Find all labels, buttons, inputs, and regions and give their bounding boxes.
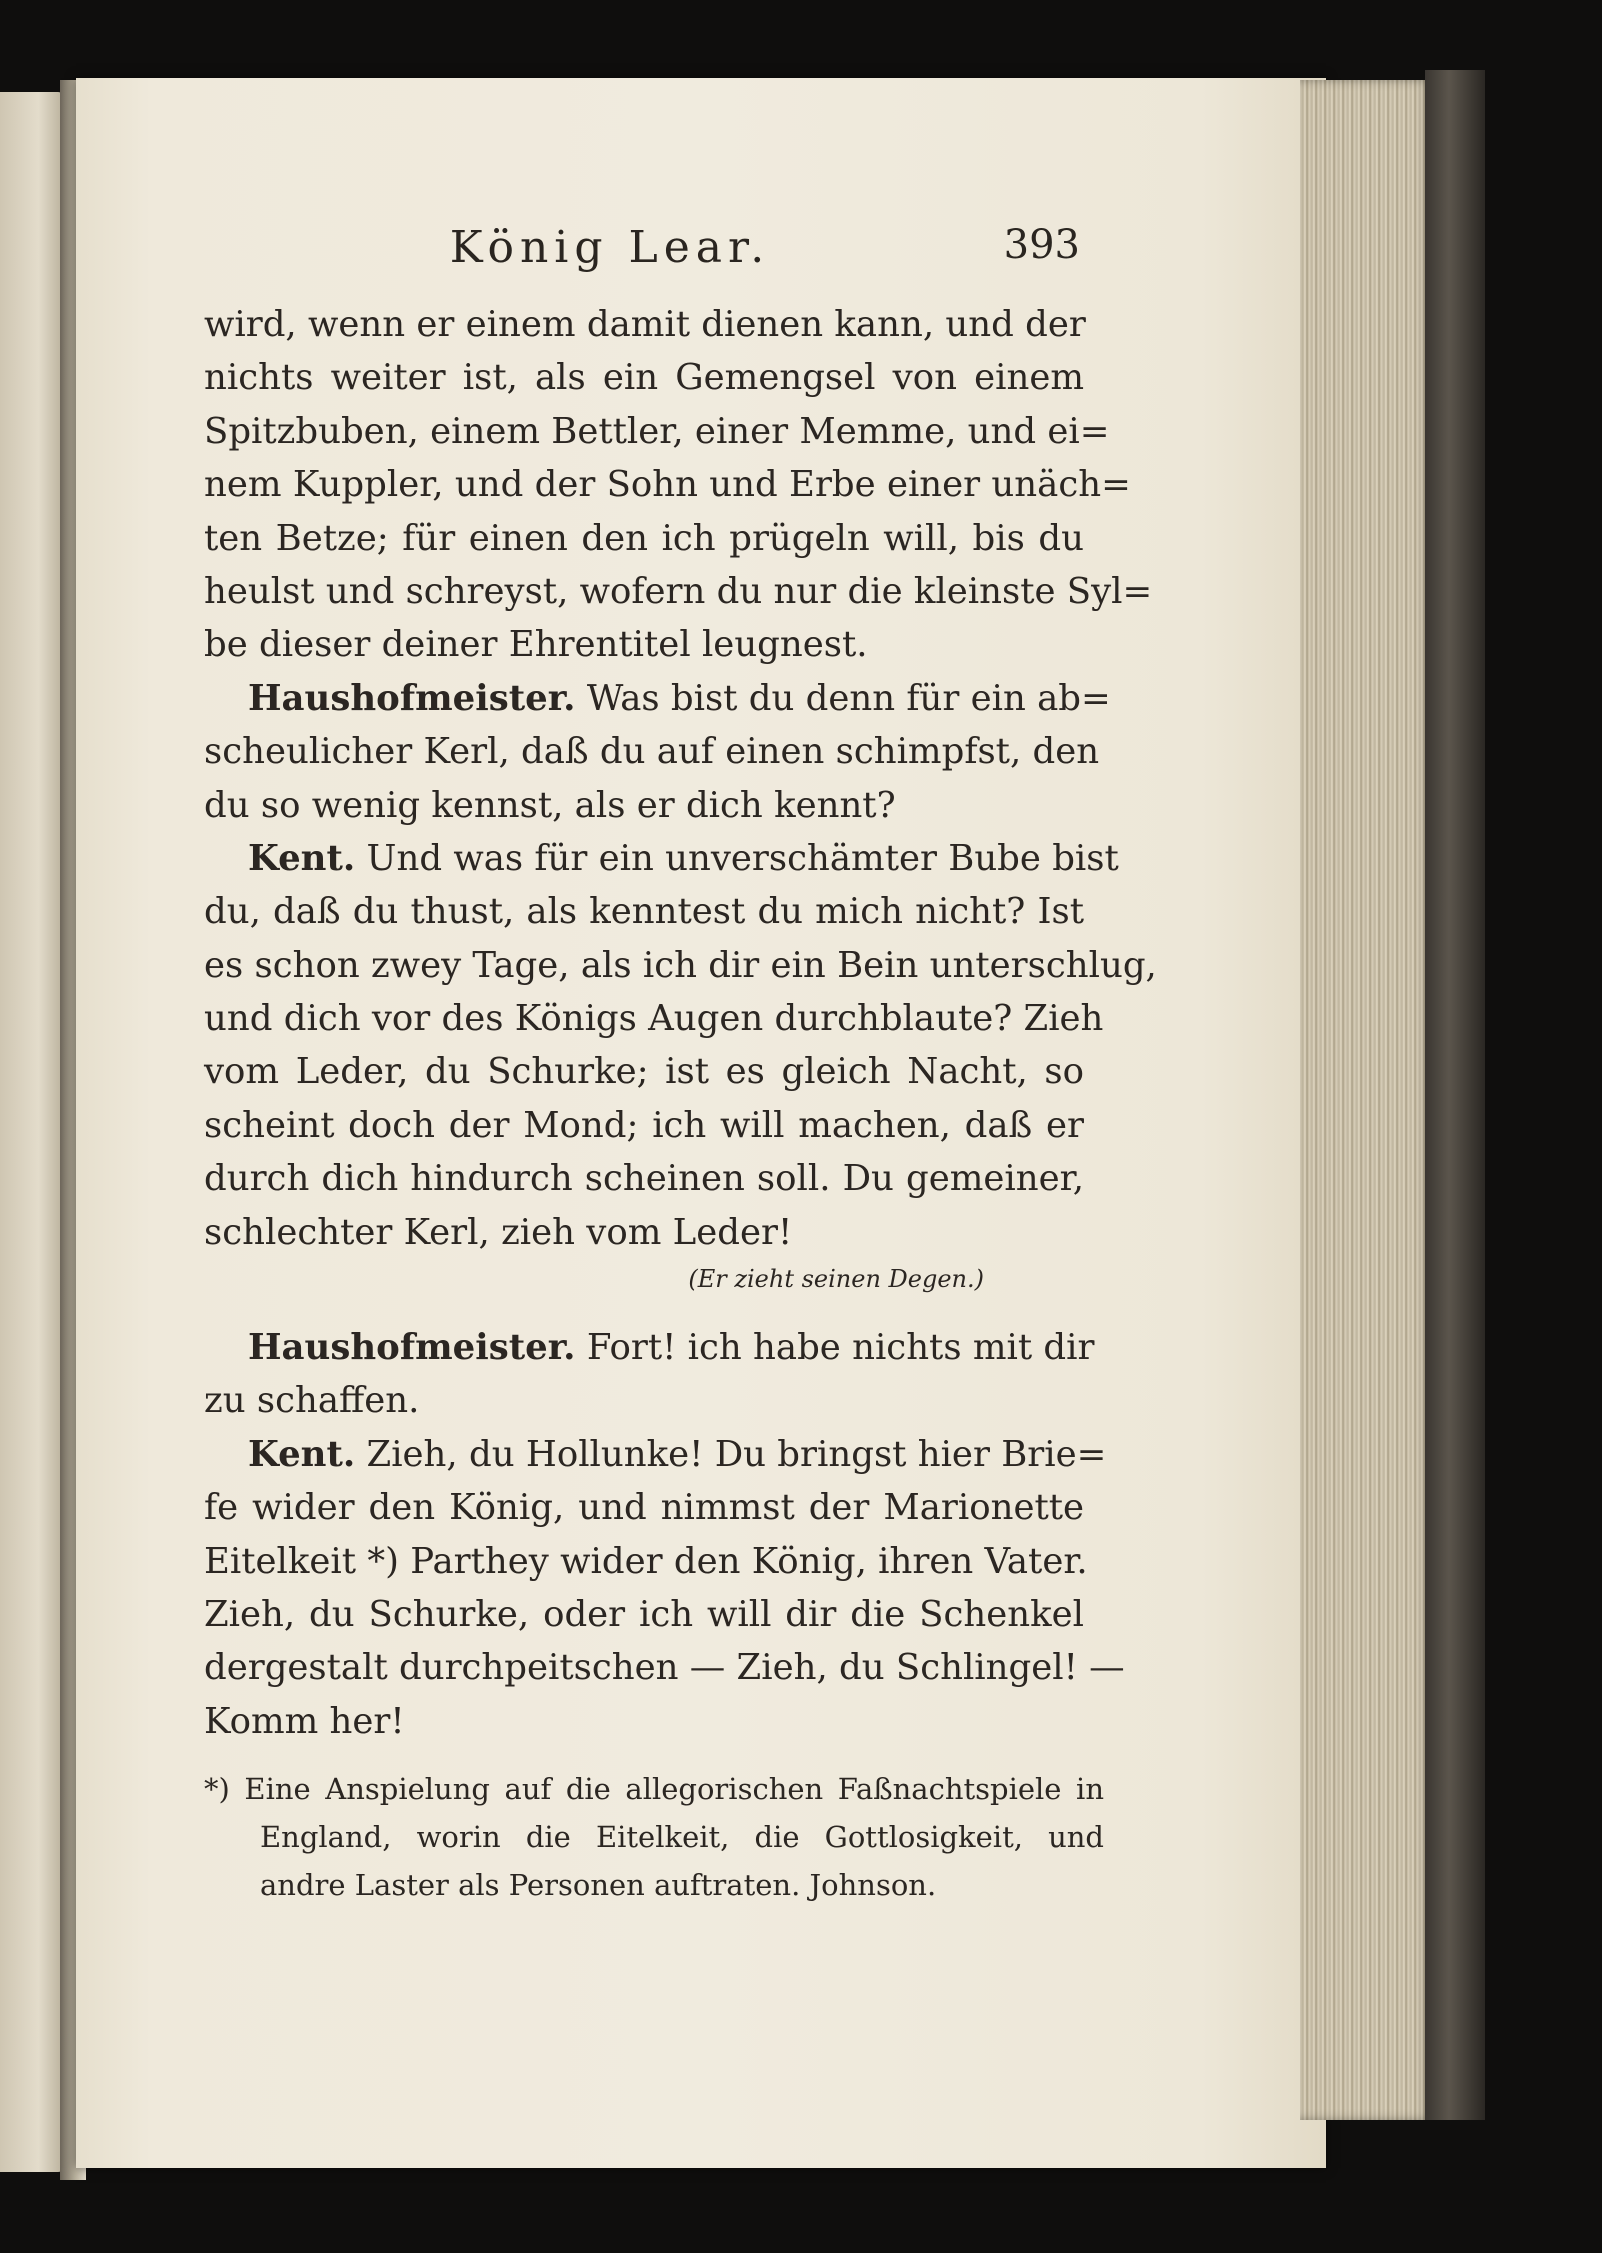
spacer (204, 1299, 1084, 1321)
text-line: wird, wenn er einem damit dienen kann, und der (204, 304, 1086, 345)
text-line: du so wenig kennst, als er dich kennt? (204, 784, 896, 826)
text-line: Komm her! (204, 1700, 405, 1742)
footnote (204, 1765, 1104, 1909)
page-header (140, 222, 1080, 282)
text-line: scheint doch der Mond; ich will machen, daß er (204, 1104, 1084, 1146)
speaker-name: Kent. (248, 837, 356, 879)
footnote-line: England, worin die Eitelkeit, die Gottlosigkeit, und (260, 1820, 1104, 1854)
speaker-name: Haushofmeister. (248, 677, 576, 719)
running-title: König Lear. (449, 222, 771, 273)
speaker-name: Kent. (248, 1433, 356, 1475)
text-line: ten Betze; für einen den ich prügeln will, bis du (204, 517, 1084, 559)
text-line: dergestalt durchpeitschen — Zieh, du Schlingel! — (204, 1647, 1125, 1689)
speaker-name: Haushofmeister. (248, 1327, 576, 1369)
footnote-line: andre Laster als Personen auftraten. Johnson. (260, 1868, 937, 1902)
text-line: fe wider den König, und nimmst der Marionette (204, 1487, 1084, 1529)
text-line: be dieser deiner Ehrentitel leugnest. (204, 624, 868, 666)
text-line: es schon zwey Tage, als ich dir ein Bein unterschlug, (204, 944, 1157, 986)
text-line: und dich vor des Königs Augen durchblaute? Zieh (204, 998, 1104, 1040)
text-line: schlechter Kerl, zieh vom Leder! (204, 1211, 793, 1253)
speech-line (204, 1321, 1095, 1374)
speech-line (204, 1428, 1107, 1481)
page-number: 393 (1003, 222, 1080, 268)
footnote-line: *) Eine Anspielung auf die allegorischen Faßnachtspiele in (204, 1772, 1104, 1806)
speech-text: Und was für ein unverschämter Bube bist (366, 837, 1119, 879)
speech-line (204, 672, 1111, 725)
text-line: durch dich hindurch scheinen soll. Du gemeiner, (204, 1158, 1084, 1200)
text-line: vom Leder, du Schurke; ist es gleich Nacht, so (204, 1051, 1084, 1093)
book-cover (1425, 70, 1485, 2120)
speech-text: Was bist du denn für ein ab= (586, 677, 1111, 719)
text-line: heulst und schreyst, wofern du nur die kleinste Syl= (204, 570, 1153, 612)
text-line: zu schaffen. (204, 1380, 420, 1422)
speech-line (204, 832, 1119, 885)
text-line: Zieh, du Schurke, oder ich will dir die Schenkel (204, 1593, 1084, 1635)
stage-direction: (Er zieht seinen Degen.) (688, 1265, 984, 1294)
text-line: du, daß du thust, als kenntest du mich nicht? Ist (204, 891, 1084, 933)
text-line: nichts weiter ist, als ein Gemengsel von einem (204, 357, 1084, 399)
text-line: Spitzbuben, einem Bettler, einer Memme, und ei= (204, 410, 1110, 452)
speech-text: Fort! ich habe nichts mit dir (586, 1327, 1095, 1369)
text-line: nem Kuppler, und der Sohn und Erbe einer unäch= (204, 464, 1131, 506)
text-line: scheulicher Kerl, daß du auf einen schimpfst, den (204, 731, 1100, 773)
speech-text: Zieh, du Hollunke! Du bringst hier Brie= (366, 1433, 1107, 1475)
left-page-edge (0, 92, 64, 2172)
page-edges (1300, 80, 1432, 2120)
text-line: Eitelkeit *) Parthey wider den König, ihren Vater. (204, 1540, 1088, 1582)
main-text (204, 298, 1157, 1748)
